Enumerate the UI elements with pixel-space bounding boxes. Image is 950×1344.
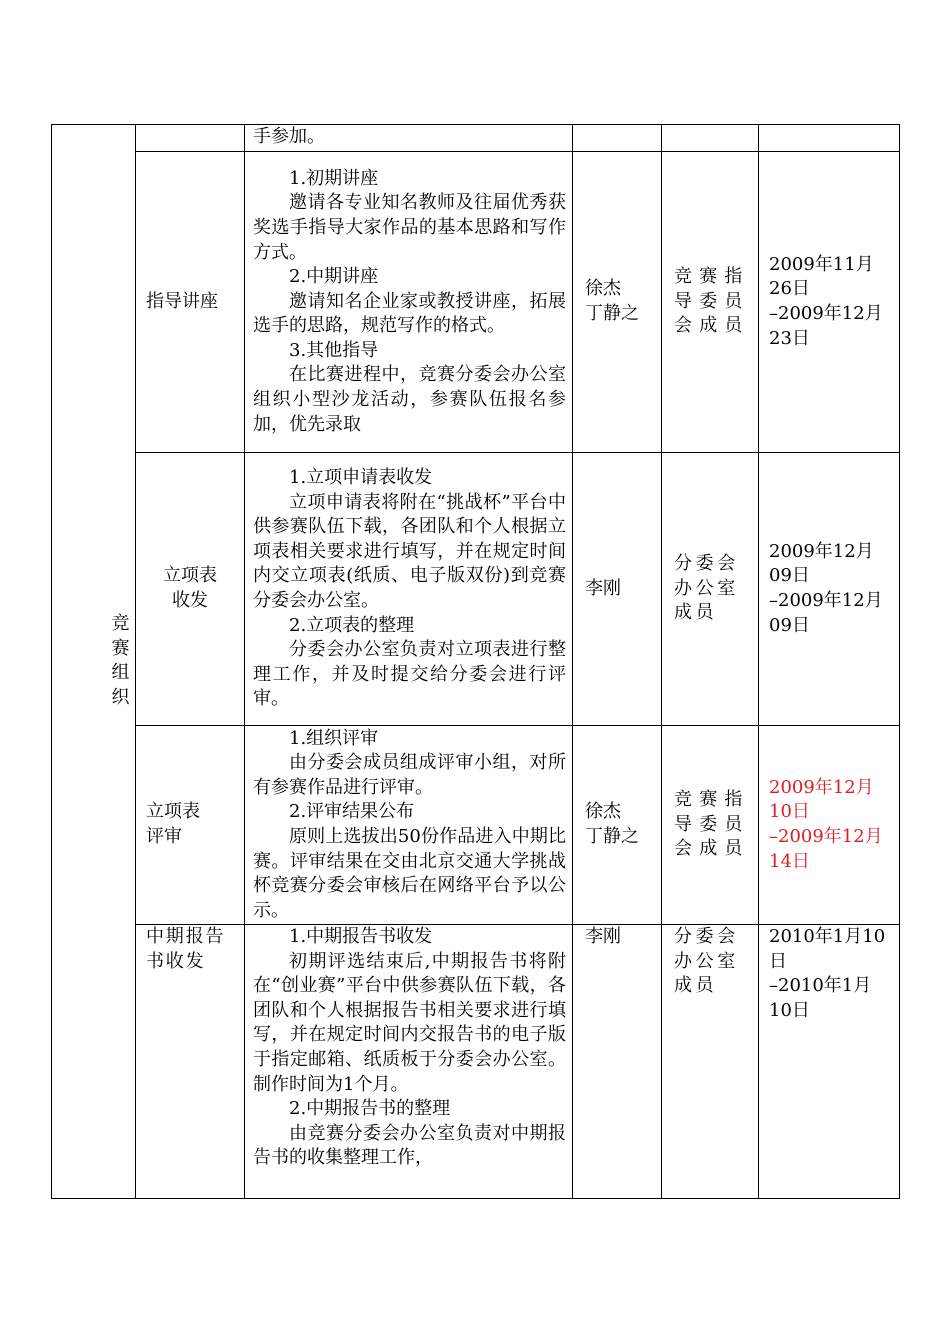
content-cell — [245, 925, 573, 1199]
content-line: 由竞赛分委会办公室负责对中期报告书的收集整理工作， — [253, 1122, 566, 1169]
schedule-table — [51, 124, 900, 1199]
content-line: 立项申请表将附在“挑战杯”平台中供参赛队伍下载，各团队和个人根据立项表相关要求进行填写，并在规定时间内交立项表(纸质、电子版双份)到竞赛分委会办公室。 — [253, 491, 566, 611]
person-cell — [573, 453, 662, 726]
organizer-text: 分委会办公室成员 — [674, 553, 739, 624]
person-cell — [573, 125, 662, 152]
content-line: 分委会办公室负责对立项表进行整理工作，并及时提交给分委会进行评审。 — [253, 639, 566, 710]
section-cell — [52, 125, 136, 1199]
time-cell — [759, 152, 900, 453]
time-end: –2009年12月09日 — [769, 590, 883, 636]
content-cell — [245, 726, 573, 925]
item-cell — [136, 125, 245, 152]
content-line: 邀请知名企业家或教授讲座，拓展选手的思路，规范写作的格式。 — [253, 290, 566, 337]
content-line: 2.评审结果公布 — [289, 801, 415, 823]
item-label: 指导讲座 — [146, 290, 218, 312]
person-name: 丁静之 — [585, 826, 639, 847]
content-line: 2.中期讲座 — [289, 266, 379, 288]
time-cell — [759, 453, 900, 726]
item-cell — [136, 726, 245, 925]
organizer-text: 竞赛指导委员会成员 — [674, 789, 750, 860]
item-cell — [136, 152, 245, 453]
content-line: 2.立项表的整理 — [289, 614, 415, 636]
time-cell — [759, 726, 900, 925]
time-cell — [759, 125, 900, 152]
item-label: 立项表评审 — [146, 801, 200, 847]
item-label: 立项表收发 — [163, 565, 217, 611]
time-start: 2009年11月26日 — [769, 253, 874, 300]
person-cell — [573, 925, 662, 1199]
time-end: –2010年1月10日 — [769, 975, 872, 1021]
content-line: 1.初期讲座 — [289, 167, 379, 189]
item-cell — [136, 453, 245, 726]
content-line: 由分委会成员组成评审小组，对所有参赛作品进行评审。 — [253, 752, 566, 798]
organizer-cell — [662, 453, 759, 726]
time-start: 2010年1月10日 — [769, 926, 886, 972]
person-name: 徐杰 — [585, 278, 621, 300]
person-name: 徐杰 — [585, 801, 621, 823]
organizer-cell — [662, 125, 759, 152]
content-line: 1.立项申请表收发 — [289, 467, 433, 489]
person-name: 丁静之 — [585, 303, 639, 324]
organizer-text: 竞赛指导委员会成员 — [674, 266, 750, 337]
organizer-cell — [662, 726, 759, 925]
content-line: 手参加。 — [253, 126, 325, 147]
content-line: 1.中期报告书收发 — [289, 926, 433, 947]
content-cell — [245, 152, 573, 453]
time-start: 2009年12月09日 — [769, 540, 874, 587]
organizer-cell — [662, 152, 759, 453]
table-row — [52, 925, 900, 1199]
organizer-text: 分委会办公室成员 — [674, 926, 739, 997]
content-line: 初期评选结束后,中期报告书将附在“创业赛”平台中供参赛队伍下载，各团队和个人根据报告书相关要求进行填写，并在规定时间内交报告书的电子版于指定邮箱、纸质板于分委会办公室。制作时间为1个月。 — [253, 950, 566, 1095]
content-line: 3.其他指导 — [289, 339, 379, 361]
content-line: 在比赛进程中，竞赛分委会办公室组织小型沙龙活动，参赛队伍报名参加，优先录取 — [253, 364, 566, 435]
content-cell — [245, 125, 573, 152]
person-cell — [573, 726, 662, 925]
time-cell — [759, 925, 900, 1199]
table-row — [52, 726, 900, 925]
content-line: 原则上选拔出50份作品进入中期比赛。评审结果在交由北京交通大学挑战杯竞赛分委会审核后在网络平台予以公示。 — [253, 826, 566, 921]
content-line: 1.组织评审 — [289, 727, 379, 749]
table-row — [52, 125, 900, 152]
content-line: 邀请各专业知名教师及往届优秀获奖选手指导大家作品的基本思路和写作方式。 — [253, 192, 566, 263]
section-label: 竞赛组织 — [111, 613, 130, 708]
time-end: –2009年12月23日 — [769, 303, 883, 349]
table-row — [52, 453, 900, 726]
time-end: –2009年12月14日 — [769, 826, 883, 872]
person-name: 李刚 — [585, 926, 621, 947]
person-name: 李刚 — [585, 577, 621, 599]
item-cell — [136, 925, 245, 1199]
content-line: 2.中期报告书的整理 — [289, 1098, 451, 1120]
table-row — [52, 152, 900, 453]
person-cell — [573, 152, 662, 453]
time-start: 2009年12月10日 — [769, 776, 874, 823]
item-label: 中期报告书收发 — [146, 926, 226, 972]
content-cell — [245, 453, 573, 726]
organizer-cell — [662, 925, 759, 1199]
